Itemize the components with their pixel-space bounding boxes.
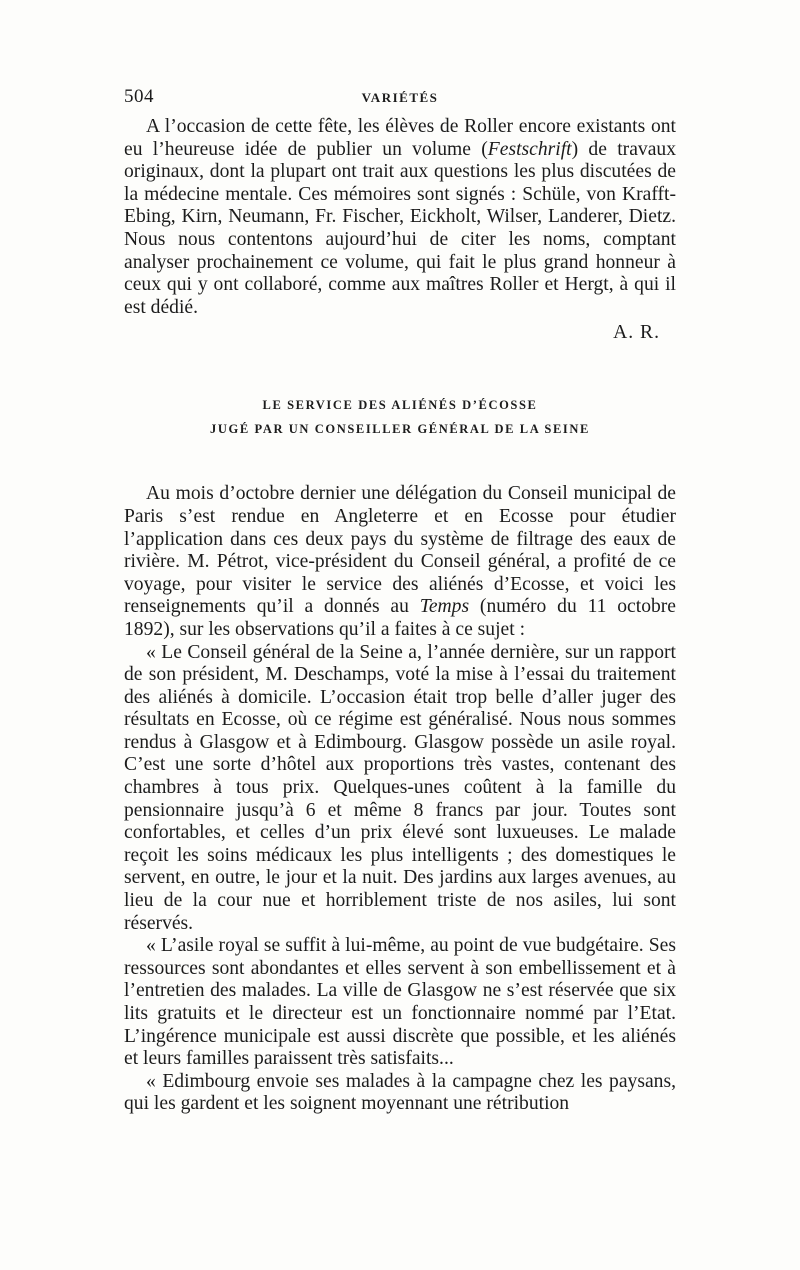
quoted-paragraph: « Le Conseil général de la Seine a, l’année dernière, sur un rapport de son président, M. Deschamps, voté la mise à l’essai du traitement des aliénés à domicile. L’occasion était trop belle d’aller juger des résultats en Ecosse, où ce régime est généralisé. Nous nous sommes rendus à Glasgow et à Edimbourg. Glasgow possède un asile royal. C’est une sorte d’hôtel aux proportions très vastes, contenant des chambres à tous prix. Quelques-unes coûtent à la famille du pensionnaire jusqu’à 6 et même 8 francs par jour. Toutes sont confortables, et celles d’un prix élevé sont luxueuses. Le malade reçoit les soins médicaux les plus intelligents ; des domestiques le servent, en outre, le jour et la nuit. Des jardins aux larges avenues, au lieu de la cour nue et horriblement triste de nos asiles, lui sont réservés. [124,641,676,934]
author-signature: A. R. [613,322,660,344]
section-title-line: JUGÉ PAR UN CONSEILLER GÉNÉRAL DE LA SEINE [210,422,590,437]
italic-newspaper-name: Temps [419,596,470,618]
quoted-paragraph: « L’asile royal se suffit à lui-même, au point de vue budgétaire. Ses ressources sont abondantes et elles servent à son embellissement et à l’entretien des malades. La ville de Glasgow ne s’est réservée que six lits gratuits et le directeur est un fonctionnaire nommé par l’Etat. L’ingérence municipale est aussi discrète que possible, et les aliénés et leurs familles paraissent très satisfaits... [124,935,676,1070]
page-number: 504 [124,86,154,107]
text-run: A l’occasion de cette fête, les élèves de Roller encore existants ont eu l’heureuse idée de publier un volume ( [124,116,676,160]
running-head [124,86,676,116]
section-title [124,393,676,441]
text-run: (numéro du 11 octobre 1892), sur les observations qu’il a faites à ce sujet : [124,596,677,640]
text-run: Au mois d’octobre dernier une délégation du Conseil municipal de Paris s’est rendue en Angleterre et en Ecosse pour étudier l’application dans ces deux pays du système de filtrage des eaux de rivière. M. Pétrot, vice-président du Conseil général, a profité de ce voyage, pour visiter le service des aliénés d’Ecosse, et voici les renseignements qu’il a donnés au [124,483,676,618]
article-paragraph [124,116,676,319]
section-title-line: LE SERVICE DES ALIÉNÉS D’ÉCOSSE [262,398,538,413]
book-page [124,86,676,1116]
running-title: VARIÉTÉS [361,90,439,105]
italic-title: Festschrift [487,138,572,160]
article-paragraph [124,483,676,641]
quoted-paragraph: « Edimbourg envoie ses malades à la campagne chez les paysans, qui les gardent et les soignent moyennant une rétribution [124,1070,676,1115]
text-run: ) de travaux originaux, dont la plupart ont trait aux questions les plus discutées de la médecine mentale. Ces mémoires sont signés : Schüle, von Krafft-Ebing, Kirn, Neumann, Fr. Fischer, Eickholt, Wilser, Landerer, Dietz. Nous nous contentons aujourd’hui de citer les noms, comptant analyser prochainement ce volume, qui fait le plus grand honneur à ceux qui y ont collaboré, comme aux maîtres Roller et Hergt, à qui il est dédié. [124,138,676,318]
